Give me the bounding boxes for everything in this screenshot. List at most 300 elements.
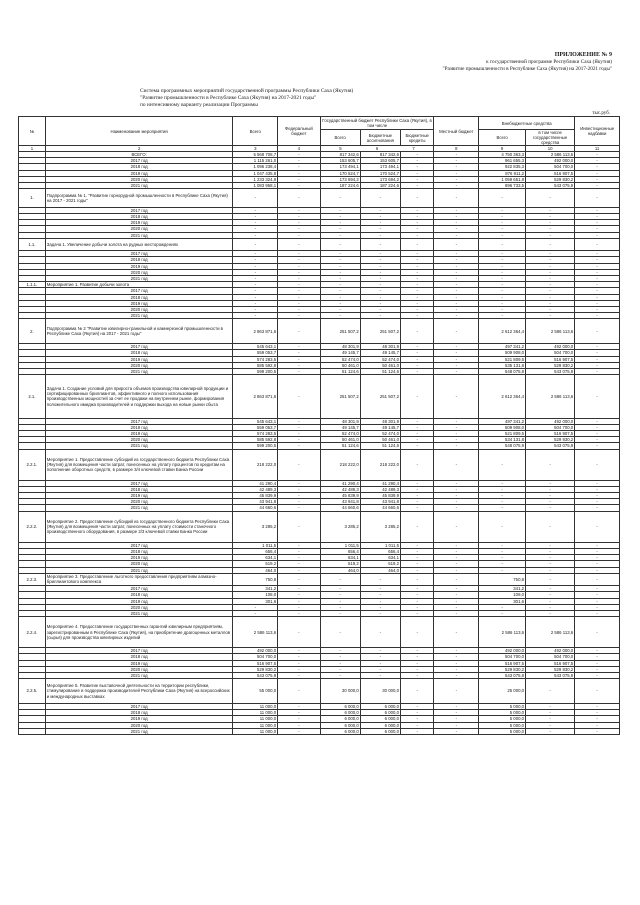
cell-extra-total: - xyxy=(479,604,526,610)
appendix-title: ПРИЛОЖЕНИЕ № 9 xyxy=(554,52,612,58)
cell-total: 11 000,0 xyxy=(233,716,278,722)
cell-reg-capital: 45 839,9 xyxy=(360,493,400,499)
cell-reg-credits: - xyxy=(400,344,434,350)
cell-innov: - xyxy=(575,375,620,418)
cell-reg-total: 42 489,3 xyxy=(320,486,360,492)
cell-innov: - xyxy=(575,158,620,164)
colnum: 5 xyxy=(339,146,342,151)
cell-total: - xyxy=(233,251,278,257)
cell-reg-capital: 49 145,7 xyxy=(360,424,400,430)
cell-extra-state: 492 000,0 xyxy=(526,418,575,424)
cell-extra-total: - xyxy=(479,232,526,238)
cell-municipal: - xyxy=(434,164,479,170)
cell-reg-capital: 634,1 xyxy=(360,555,400,561)
cell-municipal: - xyxy=(434,418,479,424)
row-name: 2020 год xyxy=(45,307,233,313)
row-name: 2020 год xyxy=(45,722,233,728)
cell-extra-state: - xyxy=(526,251,575,257)
cell-municipal: - xyxy=(434,257,479,263)
cell-reg-credits: - xyxy=(400,660,434,666)
cell-total: - xyxy=(233,294,278,300)
cell-reg-total: 817 342,6 xyxy=(320,152,360,158)
cell-reg-capital: 50 461,0 xyxy=(360,437,400,443)
cell-innov: - xyxy=(575,226,620,232)
cell-federal: - xyxy=(278,170,320,176)
cell-extra-total: - xyxy=(479,480,526,486)
cell-innov: - xyxy=(575,548,620,554)
cell-innov: - xyxy=(575,307,620,313)
cell-innov: - xyxy=(575,586,620,592)
cell-extra-state: 2 586 113,6 xyxy=(526,319,575,344)
row-name: 2019 год xyxy=(45,220,233,226)
cell-federal: - xyxy=(278,548,320,554)
cell-federal: - xyxy=(278,505,320,511)
cell-reg-credits: - xyxy=(400,238,434,250)
cell-municipal: - xyxy=(434,666,479,672)
cell-federal: - xyxy=(278,263,320,269)
cell-reg-total: - xyxy=(320,294,360,300)
row-name: 2021 год xyxy=(45,728,233,734)
cell-reg-total: - xyxy=(320,610,360,616)
appendix-block xyxy=(282,52,612,73)
cell-extra-state: - xyxy=(526,486,575,492)
cell-reg-credits: - xyxy=(400,716,434,722)
cell-extra-total: 876 911,2 xyxy=(479,170,526,176)
cell-reg-capital: 48 301,9 xyxy=(360,344,400,350)
cell-reg-credits: - xyxy=(400,294,434,300)
header-innov: Инвестиционные надбавки xyxy=(575,117,620,146)
item-row xyxy=(19,319,620,344)
cell-reg-credits: - xyxy=(400,480,434,486)
cell-reg-total: 218 222,0 xyxy=(320,449,360,480)
cell-reg-capital: 251 507,2 xyxy=(360,319,400,344)
cell-reg-total: - xyxy=(320,604,360,610)
cell-municipal: - xyxy=(434,294,479,300)
cell-federal: - xyxy=(278,257,320,263)
cell-total: 108,0 xyxy=(233,592,278,598)
cell-federal: - xyxy=(278,158,320,164)
row-name: 2020 год xyxy=(45,176,233,182)
cell-total: - xyxy=(233,238,278,250)
cell-innov: - xyxy=(575,356,620,362)
cell-extra-state: - xyxy=(526,592,575,598)
cell-reg-capital: - xyxy=(360,617,400,648)
cell-reg-total: - xyxy=(320,617,360,648)
cell-innov: - xyxy=(575,294,620,300)
cell-municipal: - xyxy=(434,350,479,356)
cell-reg-capital: - xyxy=(360,214,400,220)
row-name: 2018 год xyxy=(45,710,233,716)
colnum: 8 xyxy=(434,146,479,152)
cell-extra-total: - xyxy=(479,288,526,294)
cell-reg-credits: - xyxy=(400,617,434,648)
cell-innov: - xyxy=(575,499,620,505)
cell-total: - xyxy=(233,226,278,232)
cell-innov: - xyxy=(575,152,620,158)
cell-reg-capital: 3 285,2 xyxy=(360,511,400,542)
cell-reg-capital: 153 605,7 xyxy=(360,158,400,164)
cell-reg-total: - xyxy=(320,648,360,654)
row-name: 2017 год xyxy=(45,288,233,294)
cell-municipal: - xyxy=(434,282,479,288)
cell-federal: - xyxy=(278,424,320,430)
cell-total: 656,4 xyxy=(233,548,278,554)
cell-extra-total: 25 000,0 xyxy=(479,679,526,704)
header-row-1 xyxy=(19,117,620,130)
cell-extra-total: 497 341,2 xyxy=(479,344,526,350)
cell-innov: - xyxy=(575,313,620,319)
row-name: 2021 год xyxy=(45,369,233,375)
cell-total: 11 000,0 xyxy=(233,722,278,728)
cell-total: 504 700,0 xyxy=(233,654,278,660)
cell-extra-total: - xyxy=(479,226,526,232)
cell-extra-state: 492 000,0 xyxy=(526,158,575,164)
cell-reg-capital: 51 124,6 xyxy=(360,369,400,375)
cell-municipal: - xyxy=(434,660,479,666)
cell-reg-credits: - xyxy=(400,269,434,275)
row-name: 2017 год xyxy=(45,344,233,350)
cell-extra-state: - xyxy=(526,511,575,542)
cell-reg-capital: 52 474,0 xyxy=(360,356,400,362)
cell-federal: - xyxy=(278,604,320,610)
cell-reg-total: 464,0 xyxy=(320,567,360,573)
cell-total: 41 290,4 xyxy=(233,480,278,486)
cell-extra-total: 521 809,5 xyxy=(479,356,526,362)
cell-total: - xyxy=(233,269,278,275)
cell-extra-total: 5 000,0 xyxy=(479,728,526,734)
cell-federal: - xyxy=(278,431,320,437)
cell-extra-state: - xyxy=(526,313,575,319)
row-number: 2.2.1. xyxy=(19,449,46,480)
row-name: 2019 год xyxy=(45,716,233,722)
cell-reg-total: 6 000,0 xyxy=(320,722,360,728)
cell-total: 559 053,7 xyxy=(233,350,278,356)
cell-innov: - xyxy=(575,480,620,486)
colnum: 9 xyxy=(479,146,526,152)
cell-innov: - xyxy=(575,648,620,654)
cell-municipal: - xyxy=(434,610,479,616)
cell-extra-total: - xyxy=(479,214,526,220)
cell-federal: - xyxy=(278,232,320,238)
cell-innov: - xyxy=(575,251,620,257)
cell-extra-state: - xyxy=(526,269,575,275)
cell-municipal: - xyxy=(434,170,479,176)
item-row xyxy=(19,189,620,208)
cell-extra-state: - xyxy=(526,567,575,573)
cell-municipal: - xyxy=(434,424,479,430)
row-name: 2021 год xyxy=(45,610,233,616)
cell-total: 218 222,0 xyxy=(233,449,278,480)
cell-reg-capital: 464,0 xyxy=(360,567,400,573)
cell-municipal: - xyxy=(434,356,479,362)
cell-total: 543 075,9 xyxy=(233,672,278,678)
header-reg-capital: Бюджетные ассигнования xyxy=(360,130,400,146)
row-number: 2.2.5. xyxy=(19,679,46,704)
cell-municipal: - xyxy=(434,226,479,232)
cell-extra-state: - xyxy=(526,555,575,561)
cell-innov: - xyxy=(575,418,620,424)
cell-reg-capital: 52 474,0 xyxy=(360,431,400,437)
cell-municipal: - xyxy=(434,716,479,722)
cell-innov: - xyxy=(575,269,620,275)
cell-extra-state: - xyxy=(526,598,575,604)
cell-federal: - xyxy=(278,220,320,226)
cell-innov: - xyxy=(575,189,620,208)
cell-municipal: - xyxy=(434,443,479,449)
cell-reg-credits: - xyxy=(400,610,434,616)
cell-reg-credits: - xyxy=(400,183,434,189)
row-name: 2019 год xyxy=(45,263,233,269)
header-regional-group: Государственный бюджет Республики Саха (Якутия), в том числе xyxy=(320,117,434,130)
cell-federal: - xyxy=(278,443,320,449)
cell-innov: - xyxy=(575,170,620,176)
cell-total: 545 643,1 xyxy=(233,418,278,424)
cell-extra-state: 543 075,9 xyxy=(526,672,575,678)
cell-extra-state: - xyxy=(526,679,575,704)
cell-reg-total: - xyxy=(320,654,360,660)
cell-reg-total: - xyxy=(320,269,360,275)
cell-extra-total: - xyxy=(479,257,526,263)
cell-reg-credits: - xyxy=(400,356,434,362)
cell-extra-total: 4 750 363,3 xyxy=(479,152,526,158)
cell-reg-credits: - xyxy=(400,418,434,424)
cell-reg-capital: 173 694,2 xyxy=(360,176,400,182)
cell-extra-state: - xyxy=(526,294,575,300)
cell-reg-total: 50 461,0 xyxy=(320,437,360,443)
cell-extra-state: - xyxy=(526,220,575,226)
cell-extra-total: 341,2 xyxy=(479,586,526,592)
cell-reg-credits: - xyxy=(400,573,434,585)
cell-federal: - xyxy=(278,586,320,592)
cell-reg-credits: - xyxy=(400,288,434,294)
cell-reg-total: - xyxy=(320,232,360,238)
cell-total: 301,6 xyxy=(233,598,278,604)
colnum: 3 xyxy=(233,146,278,152)
cell-total: 1 233 324,9 xyxy=(233,176,278,182)
cell-reg-credits: - xyxy=(400,214,434,220)
header-municipal: Местный бюджет xyxy=(434,117,479,146)
row-name: 2018 год xyxy=(45,294,233,300)
cell-total: 11 000,0 xyxy=(233,703,278,709)
cell-total: 1 096 238,4 xyxy=(233,164,278,170)
cell-total: 492 000,0 xyxy=(233,648,278,654)
cell-extra-state: - xyxy=(526,207,575,213)
cell-federal: - xyxy=(278,307,320,313)
cell-innov: - xyxy=(575,449,620,480)
cell-innov: - xyxy=(575,257,620,263)
header-extra-state: в том числе государственные средства xyxy=(526,130,575,146)
cell-extra-state: - xyxy=(526,263,575,269)
row-name: 2021 год xyxy=(45,313,233,319)
cell-federal: - xyxy=(278,592,320,598)
cell-reg-capital: - xyxy=(360,238,400,250)
cell-extra-total: 516 907,5 xyxy=(479,660,526,666)
cell-reg-total: - xyxy=(320,313,360,319)
cell-reg-credits: - xyxy=(400,548,434,554)
cell-reg-credits: - xyxy=(400,319,434,344)
cell-extra-state: - xyxy=(526,300,575,306)
table-body xyxy=(19,152,620,735)
cell-total: 750,8 xyxy=(233,573,278,585)
cell-municipal: - xyxy=(434,158,479,164)
cell-extra-state: - xyxy=(526,722,575,728)
cell-municipal: - xyxy=(434,654,479,660)
cell-extra-total: 535 131,8 xyxy=(479,362,526,368)
cell-municipal: - xyxy=(434,319,479,344)
cell-extra-state: 529 830,2 xyxy=(526,666,575,672)
cell-extra-state: - xyxy=(526,716,575,722)
cell-reg-total: 6 000,0 xyxy=(320,703,360,709)
cell-extra-total: 922 835,3 xyxy=(479,164,526,170)
cell-reg-total: 6 000,0 xyxy=(320,728,360,734)
cell-reg-credits: - xyxy=(400,176,434,182)
cell-municipal: - xyxy=(434,710,479,716)
cell-reg-credits: - xyxy=(400,313,434,319)
header-name: Наименование мероприятия xyxy=(45,117,233,146)
cell-reg-total: 41 290,4 xyxy=(320,480,360,486)
document-heading xyxy=(140,88,500,109)
cell-extra-total: - xyxy=(479,567,526,573)
cell-municipal: - xyxy=(434,431,479,437)
cell-innov: - xyxy=(575,716,620,722)
cell-total: 559 053,7 xyxy=(233,424,278,430)
cell-reg-total: 50 461,0 xyxy=(320,362,360,368)
cell-reg-credits: - xyxy=(400,300,434,306)
cell-reg-total: - xyxy=(320,592,360,598)
cell-federal: - xyxy=(278,703,320,709)
row-name: 2017 год xyxy=(45,207,233,213)
cell-innov: - xyxy=(575,164,620,170)
cell-reg-total: - xyxy=(320,300,360,306)
cell-extra-state: - xyxy=(526,499,575,505)
cell-reg-total: 48 301,9 xyxy=(320,344,360,350)
cell-total: 1 011,5 xyxy=(233,542,278,548)
cell-reg-capital: - xyxy=(360,648,400,654)
cell-federal: - xyxy=(278,573,320,585)
row-number: 1.1.1. xyxy=(19,282,46,288)
cell-reg-credits: - xyxy=(400,164,434,170)
cell-reg-credits: - xyxy=(400,648,434,654)
cell-reg-capital: 48 301,9 xyxy=(360,418,400,424)
cell-reg-credits: - xyxy=(400,604,434,610)
cell-reg-capital: 43 941,8 xyxy=(360,499,400,505)
header-reg-total: Всего xyxy=(320,130,360,146)
cell-reg-capital: - xyxy=(360,598,400,604)
row-name: 2017 год xyxy=(45,542,233,548)
cell-reg-credits: - xyxy=(400,152,434,158)
cell-reg-credits: - xyxy=(400,499,434,505)
colnum: 4 xyxy=(278,146,320,152)
cell-reg-credits: - xyxy=(400,654,434,660)
cell-extra-total: - xyxy=(479,493,526,499)
cell-reg-credits: - xyxy=(400,561,434,567)
cell-municipal: - xyxy=(434,586,479,592)
cell-reg-capital: 41 290,4 xyxy=(360,480,400,486)
cell-reg-credits: - xyxy=(400,511,434,542)
cell-reg-total: 52 474,0 xyxy=(320,431,360,437)
cell-reg-total: 173 494,1 xyxy=(320,164,360,170)
cell-total: - xyxy=(233,307,278,313)
cell-total: - xyxy=(233,313,278,319)
row-name: 2017 год xyxy=(45,703,233,709)
cell-reg-credits: - xyxy=(400,257,434,263)
cell-reg-credits: - xyxy=(400,598,434,604)
cell-federal: - xyxy=(278,313,320,319)
cell-reg-capital: - xyxy=(360,257,400,263)
cell-reg-capital: - xyxy=(360,592,400,598)
cell-reg-credits: - xyxy=(400,207,434,213)
cell-reg-credits: - xyxy=(400,666,434,672)
cell-reg-credits: - xyxy=(400,672,434,678)
cell-reg-capital: 251 507,2 xyxy=(360,375,400,418)
row-number: 2.2.2. xyxy=(19,511,46,542)
cell-innov: - xyxy=(575,592,620,598)
cell-reg-capital: 51 124,6 xyxy=(360,443,400,449)
colnum: 10 xyxy=(526,146,575,152)
cell-reg-credits: - xyxy=(400,170,434,176)
cell-reg-credits: - xyxy=(400,703,434,709)
cell-innov: - xyxy=(575,511,620,542)
colnum: 1 xyxy=(19,146,46,152)
cell-reg-total: 6 000,0 xyxy=(320,710,360,716)
header-num: № xyxy=(19,117,46,146)
cell-federal: - xyxy=(278,176,320,182)
cell-extra-state: 529 830,2 xyxy=(526,362,575,368)
cell-reg-total: 51 124,6 xyxy=(320,369,360,375)
row-name: 2021 год xyxy=(45,505,233,511)
cell-reg-capital: - xyxy=(360,610,400,616)
cell-total: 43 941,8 xyxy=(233,499,278,505)
row-name: 2020 год xyxy=(45,437,233,443)
cell-federal: - xyxy=(278,679,320,704)
cell-federal: - xyxy=(278,728,320,734)
row-name: Задача 1. Увеличение добычи золота на рудных месторождениях xyxy=(45,238,233,250)
cell-federal: - xyxy=(278,319,320,344)
cell-extra-total: 750,8 xyxy=(479,573,526,585)
colnum: 2 xyxy=(45,146,233,152)
cell-total: 599 200,5 xyxy=(233,369,278,375)
cell-extra-total: - xyxy=(479,449,526,480)
cell-extra-total: - xyxy=(479,238,526,250)
cell-municipal: - xyxy=(434,722,479,728)
cell-reg-total: - xyxy=(320,226,360,232)
cell-innov: - xyxy=(575,604,620,610)
cell-extra-state: - xyxy=(526,610,575,616)
cell-total: - xyxy=(233,604,278,610)
cell-federal: - xyxy=(278,437,320,443)
year-row xyxy=(19,728,620,734)
cell-extra-total: - xyxy=(479,207,526,213)
cell-reg-total: 187 224,6 xyxy=(320,183,360,189)
cell-reg-capital: 6 000,0 xyxy=(360,716,400,722)
cell-reg-total: 656,4 xyxy=(320,548,360,554)
cell-extra-total: 548 075,9 xyxy=(479,369,526,375)
cell-reg-capital: - xyxy=(360,660,400,666)
row-name: 2018 год xyxy=(45,257,233,263)
cell-extra-total: - xyxy=(479,511,526,542)
cell-reg-capital: - xyxy=(360,313,400,319)
cell-municipal: - xyxy=(434,288,479,294)
cell-total: 2 863 871,6 xyxy=(233,375,278,418)
cell-innov: - xyxy=(575,561,620,567)
cell-innov: - xyxy=(575,598,620,604)
cell-municipal: - xyxy=(434,220,479,226)
colnum: 11 xyxy=(575,146,620,152)
cell-extra-state: 543 075,9 xyxy=(526,183,575,189)
cell-reg-credits: - xyxy=(400,505,434,511)
cell-total: 5 568 708,7 xyxy=(233,152,278,158)
cell-total: 574 283,5 xyxy=(233,356,278,362)
